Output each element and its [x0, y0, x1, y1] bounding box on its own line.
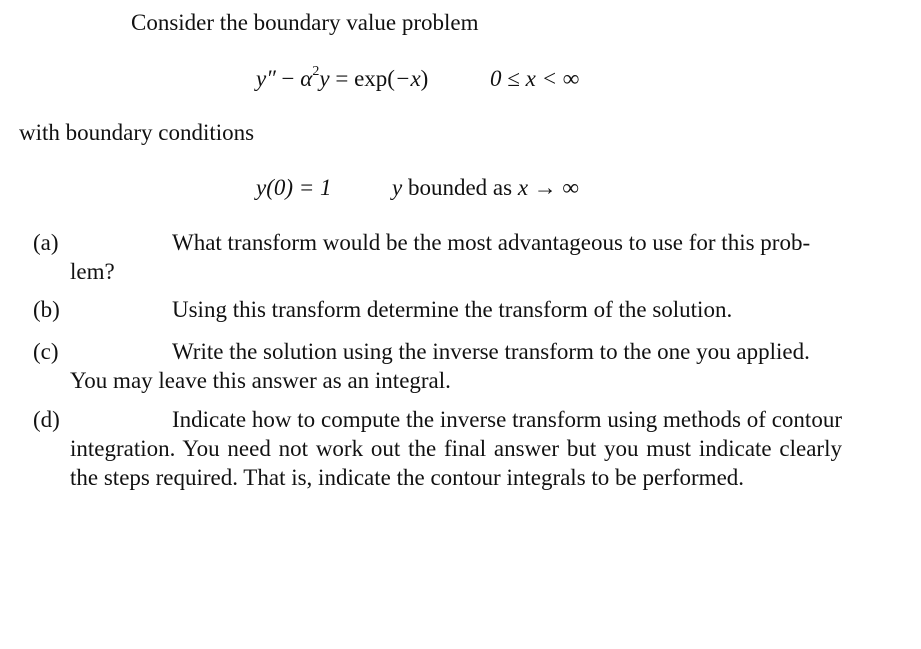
- eq-exp-arg: −x: [394, 66, 421, 91]
- part-c-label: (c): [33, 339, 59, 364]
- part-b-text: Using this transform determine the transform of the solution.: [172, 297, 733, 322]
- part-d-paragraph: [70, 405, 842, 492]
- bc-second: [392, 173, 579, 202]
- part-c-continuation: You may leave this answer as an integral.: [70, 368, 451, 393]
- part-c-text: Write the solution using the inverse transform to the one you applied.: [172, 339, 810, 364]
- eq-y-double-prime: y″: [256, 66, 276, 91]
- main-equation: [256, 64, 428, 93]
- eq-exp-close: ): [420, 66, 429, 91]
- part-d-label: (d): [33, 407, 60, 432]
- eq-y: y: [319, 66, 330, 91]
- eq-alpha-exponent: 2: [312, 64, 320, 80]
- eq-equals: =: [329, 66, 355, 91]
- part-a-label: (a): [33, 230, 59, 255]
- bc-second-y: y: [392, 175, 403, 200]
- bc-first: y(0) = 1: [256, 175, 332, 200]
- eq-minus: −: [275, 66, 301, 91]
- eq-alpha: α: [300, 66, 313, 91]
- eq-exp: exp(: [354, 66, 395, 91]
- part-d-text: Indicate how to compute the inverse transform using methods of contour integration. You need not work out the final answer but you must indicate clearly the steps required. That is, indicate the contour integrals to be performed.: [70, 407, 842, 490]
- bc-second-text: bounded as: [402, 175, 518, 200]
- part-b-label: (b): [33, 297, 60, 322]
- intro-text: Consider the boundary value problem: [131, 10, 479, 35]
- eq-domain: 0 ≤ x < ∞: [490, 66, 580, 91]
- bc-intro-text: with boundary conditions: [19, 120, 255, 145]
- part-a-text: What transform would be the most advantageous to use for this prob-: [172, 230, 811, 255]
- bc-second-limit: x → ∞: [517, 175, 579, 200]
- part-a-continuation: lem?: [70, 259, 115, 284]
